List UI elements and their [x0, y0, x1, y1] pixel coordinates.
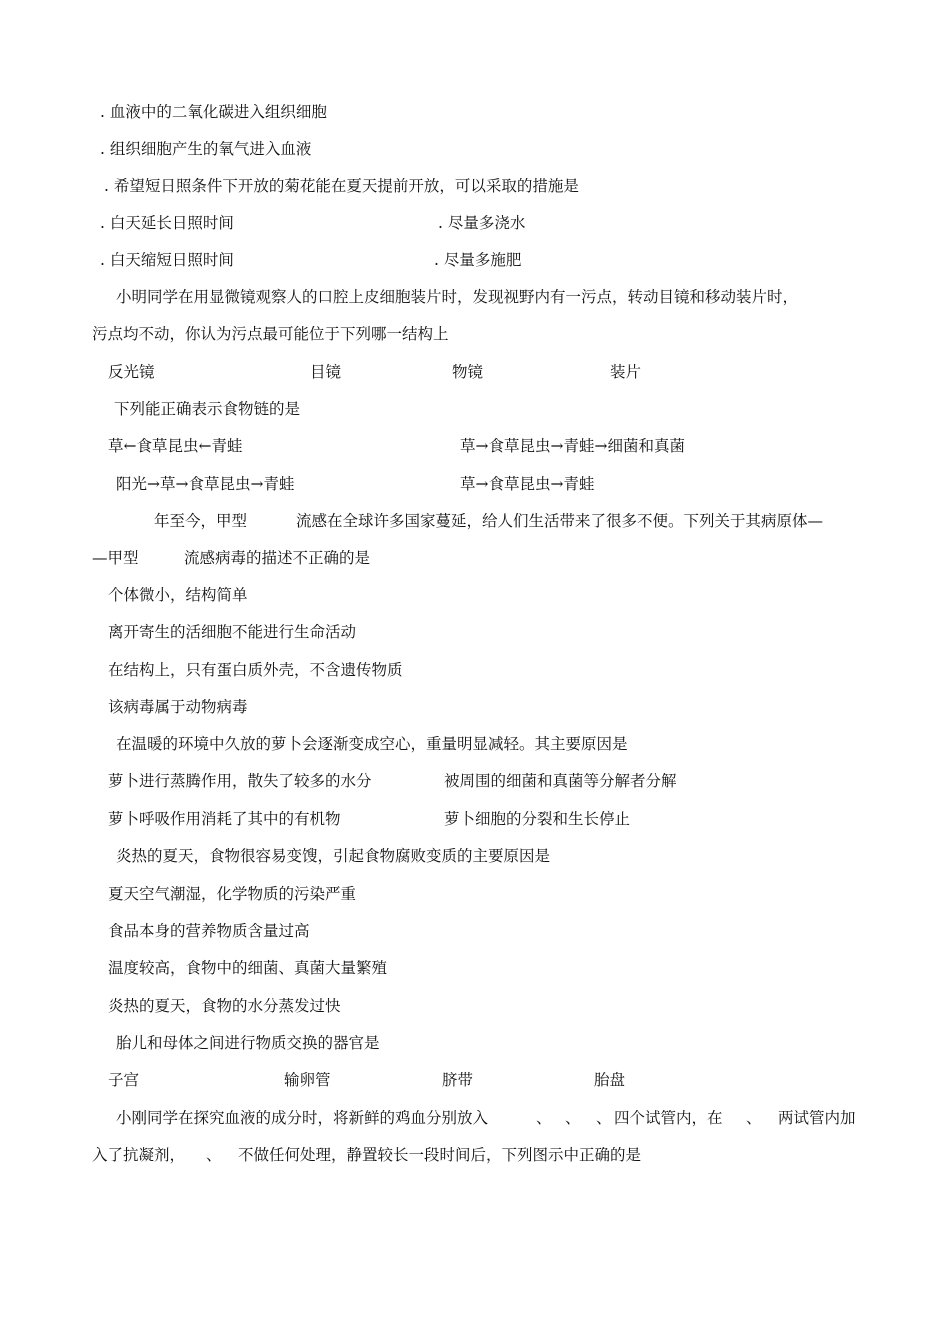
- option-line: 反光镜: [108, 363, 155, 381]
- option-line: 物镜: [452, 363, 484, 381]
- option-line: . 血液中的二氧化碳进入组织细胞: [100, 103, 327, 121]
- option-line: 食品本身的营养物质含量过高: [108, 922, 310, 940]
- question-text: 年至今，甲型: [154, 512, 248, 530]
- question-text: 炎热的夏天，食物很容易变馊，引起食物腐败变质的主要原因是: [116, 847, 551, 865]
- option-line: 在结构上，只有蛋白质外壳，不含遗传物质: [108, 661, 403, 679]
- question-text: 、: [206, 1146, 222, 1164]
- option-line: . 尽量多施肥: [434, 251, 522, 269]
- question-text: 下列能正确表示食物链的是: [114, 400, 301, 418]
- option-line: 阳光→草→食草昆虫→青蛙: [116, 475, 295, 493]
- question-text: 小明同学在用显微镜观察人的口腔上皮细胞装片时，发现视野内有一污点，转动目镜和移动装片时，: [116, 288, 799, 306]
- question-text: 污点均不动，你认为污点最可能位于下列哪一结构上: [92, 325, 449, 343]
- question-text: 四个试管内，在: [614, 1109, 723, 1127]
- question-text: —甲型: [92, 549, 139, 567]
- option-line: 萝卜进行蒸腾作用，散失了较多的水分: [108, 772, 372, 790]
- question-text: 不做任何处理，静置较长一段时间后，下列图示中正确的是: [238, 1146, 642, 1164]
- option-line: 被周围的细菌和真菌等分解者分解: [444, 772, 677, 790]
- question-text: 、: [565, 1109, 581, 1127]
- option-line: . 白天缩短日照时间: [100, 251, 234, 269]
- question-text: 流感在全球许多国家蔓延，给人们生活带来了很多不便。下列关于其病原体—: [296, 512, 824, 530]
- option-line: 炎热的夏天，食物的水分蒸发过快: [108, 997, 341, 1015]
- question-text: . 希望短日照条件下开放的菊花能在夏天提前开放，可以采取的措施是: [104, 177, 579, 195]
- option-line: 子宫: [108, 1071, 140, 1089]
- option-line: 脐带: [442, 1071, 474, 1089]
- question-text: 流感病毒的描述不正确的是: [184, 549, 371, 567]
- option-line: . 白天延长日照时间: [100, 214, 234, 232]
- option-line: 草→食草昆虫→青蛙: [460, 475, 595, 493]
- option-line: 该病毒属于动物病毒: [108, 698, 248, 716]
- question-text: 胎儿和母体之间进行物质交换的器官是: [116, 1034, 380, 1052]
- question-text: 、: [596, 1109, 612, 1127]
- option-line: 输卵管: [284, 1071, 331, 1089]
- option-line: 萝卜呼吸作用消耗了其中的有机物: [108, 810, 341, 828]
- question-text: 在温暖的环境中久放的萝卜会逐渐变成空心，重量明显减轻。其主要原因是: [116, 735, 628, 753]
- option-line: 离开寄生的活细胞不能进行生命活动: [108, 623, 357, 641]
- question-text: 、: [746, 1109, 762, 1127]
- question-text: 、: [536, 1109, 552, 1127]
- option-line: . 组织细胞产生的氧气进入血液: [100, 140, 312, 158]
- question-text: 小刚同学在探究血液的成分时，将新鲜的鸡血分别放入: [116, 1109, 489, 1127]
- option-line: 装片: [610, 363, 642, 381]
- option-line: 胎盘: [594, 1071, 626, 1089]
- option-line: . 尽量多浇水: [438, 214, 526, 232]
- option-line: 目镜: [310, 363, 342, 381]
- option-line: 草←食草昆虫←青蛙: [108, 437, 243, 455]
- option-line: 草→食草昆虫→青蛙→细菌和真菌: [460, 437, 685, 455]
- question-text: 两试管内加: [778, 1109, 856, 1127]
- question-text: 入了抗凝剂，: [92, 1146, 186, 1164]
- option-line: 个体微小，结构简单: [108, 586, 248, 604]
- option-line: 萝卜细胞的分裂和生长停止: [444, 810, 631, 828]
- option-line: 夏天空气潮湿，化学物质的污染严重: [108, 885, 357, 903]
- option-line: 温度较高，食物中的细菌、真菌大量繁殖: [108, 959, 388, 977]
